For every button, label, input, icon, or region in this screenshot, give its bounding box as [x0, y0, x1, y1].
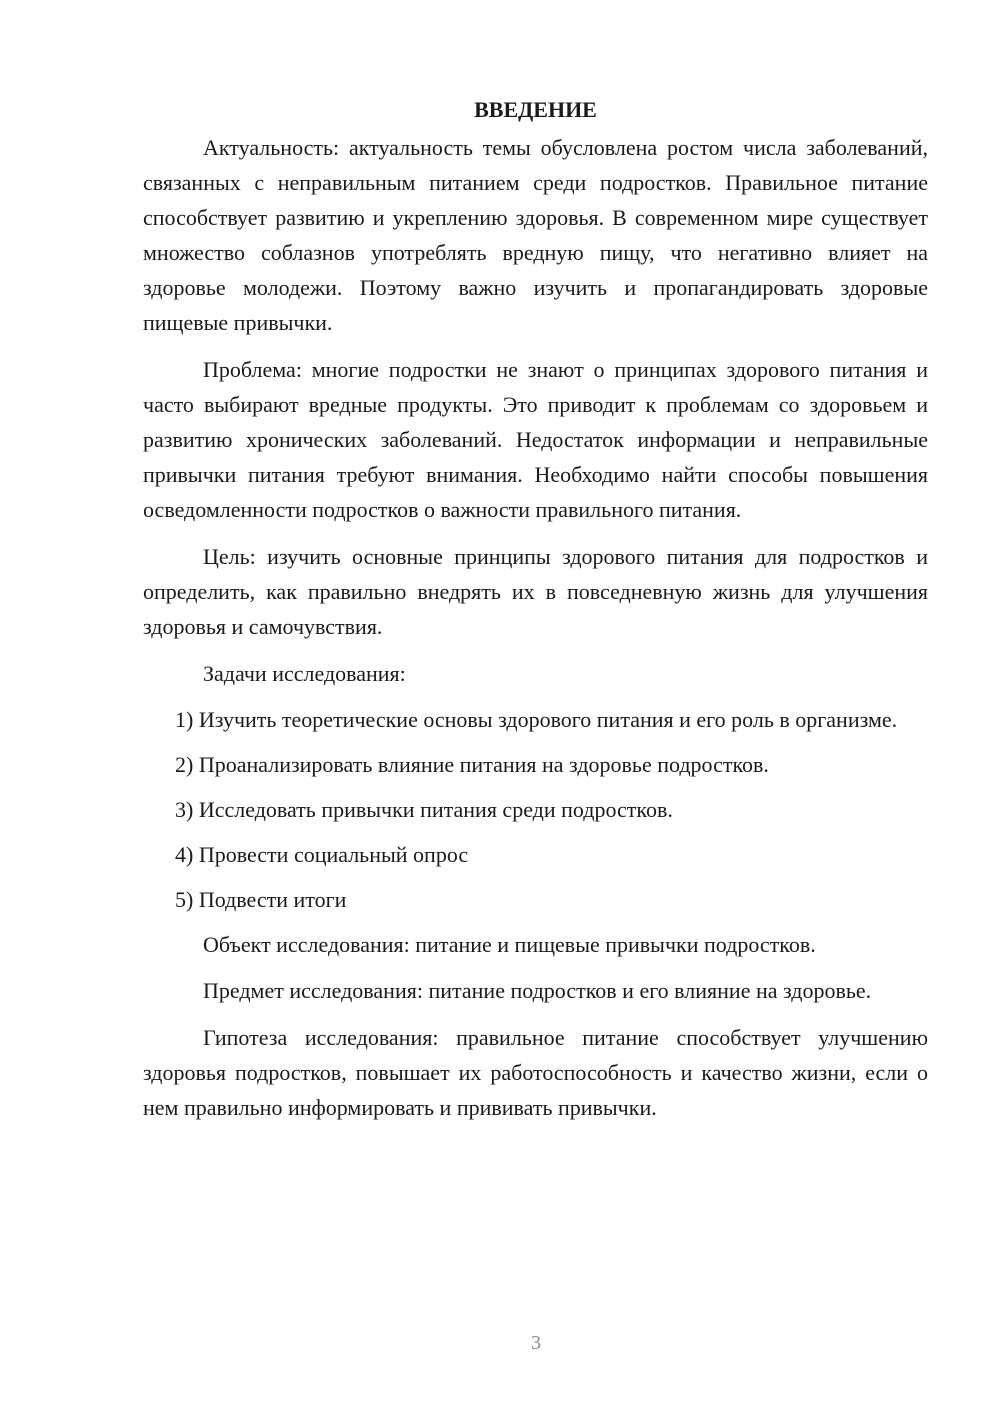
task-item-5: 5) Подвести итоги: [175, 887, 347, 912]
paragraph-problem: Проблема: многие подростки не знают о принципах здорового питания и часто выбирают вредные продукты. Это приводит к проблемам со здоровьем и развитию хронических заболеваний. Недостаток информации и неправильные привычки питания требуют внимания. Необходимо найти способы повышения осведомленности подростков о важности правильного питания.: [143, 357, 928, 522]
section-title: ВВЕДЕНИЕ: [474, 97, 597, 122]
page-content: [143, 92, 928, 1137]
paragraph-goal: Цель: изучить основные принципы здорового питания для подростков и определить, как правильно внедрять их в повседневную жизнь для улучшения здоровья и самочувствия.: [143, 544, 928, 639]
paragraph-hypothesis: Гипотеза исследования: правильное питание способствует улучшению здоровья подростков, повышает их работоспособность и качество жизни, если о нем правильно информировать и прививать привычки.: [143, 1025, 928, 1120]
paragraph-object: Объект исследования: питание и пищевые привычки подростков.: [203, 932, 816, 957]
tasks-heading: Задачи исследования:: [203, 661, 406, 686]
task-item-3: 3) Исследовать привычки питания среди подростков.: [175, 797, 673, 822]
tasks-list: [143, 702, 928, 917]
paragraph-subject: Предмет исследования: питание подростков и его влияние на здоровье.: [203, 978, 872, 1003]
paragraph-relevance: Актуальность: актуальность темы обусловлена ростом числа заболеваний, связанных с неправильным питанием среди подростков. Правильное питание способствует развитию и укреплению здоровья. В современном мире существует множество соблазнов употреблять вредную пищу, что негативно влияет на здоровье молодежи. Поэтому важно изучить и пропагандировать здоровые пищевые привычки.: [143, 135, 928, 335]
task-item-2: 2) Проанализировать влияние питания на здоровье подростков.: [175, 752, 769, 777]
task-item-1: 1) Изучить теоретические основы здорового питания и его роль в организме.: [175, 707, 898, 732]
page-number: 3: [531, 1332, 541, 1354]
task-item-4: 4) Провести социальный опрос: [175, 842, 469, 867]
